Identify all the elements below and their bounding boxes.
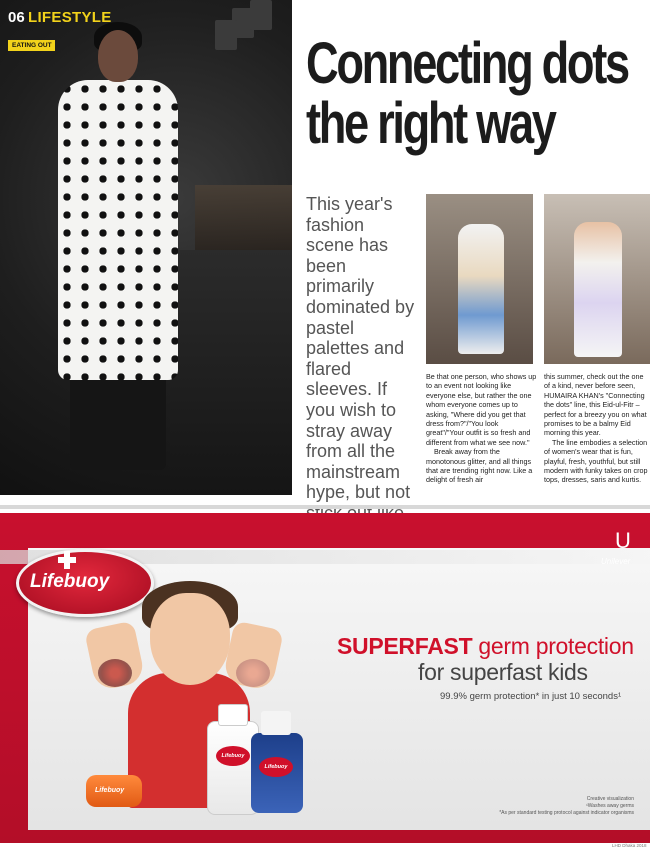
paragraph: Break away from the monotonous glitter, and all things that are trending right now. Like a delight of fresh air — [426, 447, 533, 485]
unilever-u-icon: U — [615, 528, 631, 553]
germ-overlay-left — [98, 659, 132, 687]
pump-cap — [261, 711, 291, 735]
ad-headline — [337, 633, 634, 660]
section-title: LIFESTYLE — [28, 9, 112, 26]
bottle-label: Lifebuoy — [259, 757, 293, 777]
ad-disclaimer: *As per standard testing protocol against indicator organisms — [499, 810, 634, 816]
article-column-1 — [426, 372, 538, 485]
soap-label: Lifebuoy — [95, 787, 125, 794]
hero-fashion-photo — [0, 0, 292, 495]
pump-cap — [218, 704, 248, 726]
fashion-photo-1 — [426, 194, 533, 364]
handwash-bottle-blue — [251, 733, 303, 813]
paragraph: this summer, check out the one of a kind, never before seen, HUMAIRA KHAN's "Connecting the dots" line, this Eid-ul-Fitr – perfect for a breezy you on what promises to be a balmy Eid morning this year. — [544, 372, 647, 438]
ad-headline-rest: germ protection — [472, 633, 634, 659]
section-divider — [0, 505, 650, 509]
ad-disclaimer: ¹Washes away germs — [586, 803, 634, 809]
model-figure — [574, 222, 622, 357]
germ-overlay-right — [236, 659, 270, 687]
kid-face — [150, 593, 230, 685]
headline-line-1: Connecting dots — [306, 31, 628, 96]
lifebuoy-advertisement — [0, 513, 650, 843]
ad-credit: LHD Dhaka 2018 — [612, 843, 647, 848]
paragraph: Be that one person, who shows up to an event not looking like everyone else, but rather the one whom everyone comes up to asking, "Where did you get that dress from?"/"You look great"/"Your outfit is so fresh and different from what we see now." — [426, 372, 537, 447]
pendant-lamp — [215, 20, 237, 50]
fashion-photo-2 — [544, 194, 650, 364]
page-number: 06 — [8, 9, 25, 26]
ad-subline: 99.9% germ protection* in just 10 seconds¹ — [440, 691, 622, 702]
unilever-wordmark: Unilever — [601, 557, 631, 566]
headline-line-2: the right way — [306, 91, 555, 156]
paragraph: The line embodies a selection of women's wear that is fun, playful, fresh, youthful, but still modern with funky takes on crop tops, dresses, saris and kurtis. — [544, 437, 648, 485]
article-column-2 — [544, 372, 650, 485]
model-head — [98, 30, 138, 82]
pendant-lamp — [250, 0, 272, 30]
model-figure — [458, 224, 504, 354]
headline — [306, 31, 628, 156]
model-polka-dress — [58, 80, 178, 380]
ad-headline-line-2: for superfast kids — [418, 659, 588, 685]
category-tag: EATING OUT — [8, 40, 55, 51]
ad-headline-bold: SUPERFAST — [337, 633, 473, 659]
bottle-label: Lifebuoy — [216, 746, 250, 766]
ad-disclaimer: Creative visualization — [586, 796, 634, 802]
intro-paragraph: This year's fashion scene has been primarily dominated by pastel palettes and flared sleeves. If you wish to stray away from all the mainstream hype, but not — [306, 194, 415, 503]
photo-marble-counter — [170, 250, 292, 495]
photo-shelf — [195, 185, 292, 250]
logo-text: Lifebuoy — [30, 571, 110, 592]
cross-icon — [58, 551, 76, 569]
